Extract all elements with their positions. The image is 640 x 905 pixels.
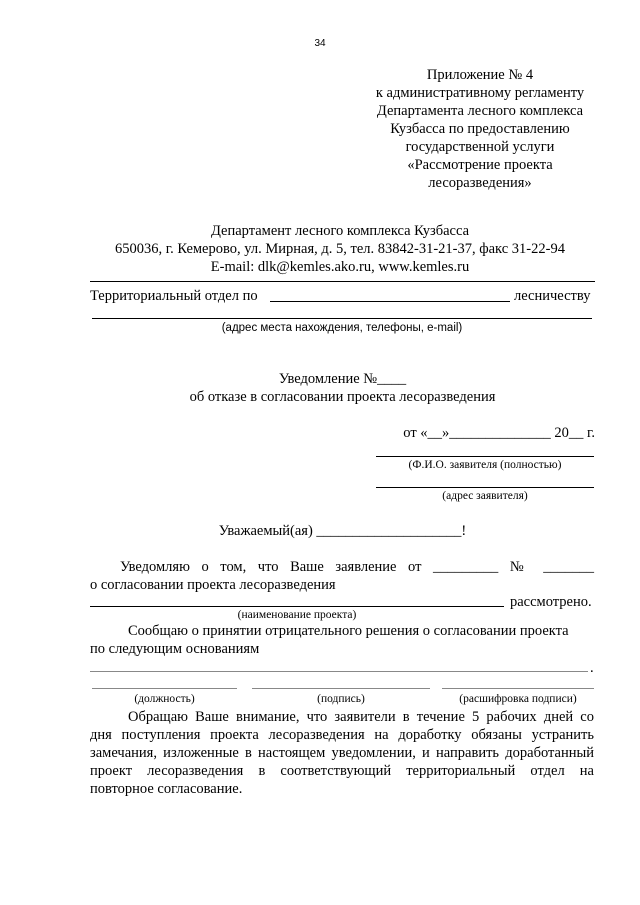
paragraph-1-line-2: о согласовании проекта лесоразведения: [90, 577, 336, 593]
org-contacts: E-mail: dlk@kemles.ako.ru, www.kemles.ru: [210, 259, 470, 275]
signature-line: [252, 688, 430, 689]
address-field-line: [92, 318, 592, 319]
decode-line: [442, 688, 594, 689]
forestry-field-line: [270, 301, 510, 302]
applicant-name-line: [376, 456, 594, 457]
position-line: [92, 688, 237, 689]
paragraph-3-line-2: дня поступления проекта лесоразведения на доработку обязаны устранить: [90, 727, 594, 743]
paragraph-3-line-3: замечания, изложенные в настоящем уведомлении, и направить доработанный: [90, 745, 594, 761]
appendix-line: «Рассмотрение проекта: [407, 157, 553, 173]
paragraph-1-line-1: Уведомляю о том, что Ваше заявление от _________ № _______: [120, 559, 594, 575]
paragraph-3-line-1: Обращаю Ваше внимание, что заявители в течение 5 рабочих дней со: [128, 709, 594, 725]
appendix-line: к административному регламенту: [375, 85, 585, 101]
paragraph-3-line-5: повторное согласование.: [90, 781, 243, 797]
project-name-line: [90, 606, 504, 607]
position-caption: (должность): [134, 693, 195, 705]
appendix-line: лесоразведения»: [428, 175, 532, 191]
grounds-field-line: [90, 671, 588, 672]
signature-caption: (подпись): [317, 693, 365, 705]
applicant-address-line: [376, 487, 594, 488]
territorial-caption: (адрес места нахождения, телефоны, e-mail): [221, 322, 463, 334]
applicant-caption: (Ф.И.О. заявителя (полностью): [408, 459, 562, 471]
org-name: Департамент лесного комплекса Кузбасса: [210, 223, 470, 239]
project-caption: (наименование проекта): [237, 609, 357, 621]
grounds-period: .: [590, 660, 594, 676]
paragraph-2-line-1: Сообщаю о принятии отрицательного решения о согласовании проекта: [128, 623, 569, 639]
territorial-prefix: Территориальный отдел по: [90, 288, 258, 304]
notice-title: Уведомление №____: [278, 371, 407, 387]
address-caption: (адрес заявителя): [442, 490, 528, 502]
appendix-line: Кузбасса по предоставлению: [390, 121, 570, 137]
decode-caption: (расшифровка подписи): [459, 693, 577, 705]
notice-date: от «__»______________ 20__ г.: [403, 425, 595, 441]
territorial-suffix: лесничеству: [514, 288, 591, 304]
notice-subtitle: об отказе в согласовании проекта лесоразведения: [189, 389, 496, 405]
header-divider: [90, 281, 595, 282]
greeting: Уважаемый(ая) ____________________!: [218, 523, 467, 539]
paragraph-3-line-4: проект лесоразведения в соответствующий территориальный отдел на: [90, 763, 594, 779]
page-number: 34: [314, 38, 326, 49]
appendix-line: государственной услуги: [405, 139, 555, 155]
appendix-line: Приложение № 4: [426, 67, 534, 83]
org-address: 650036, г. Кемерово, ул. Мирная, д. 5, тел. 83842-31-21-37, факс 31-22-94: [115, 241, 565, 257]
paragraph-2-line-2: по следующим основаниям: [90, 641, 260, 657]
appendix-line: Департамента лесного комплекса: [376, 103, 584, 119]
reviewed-text: рассмотрено.: [510, 594, 592, 610]
